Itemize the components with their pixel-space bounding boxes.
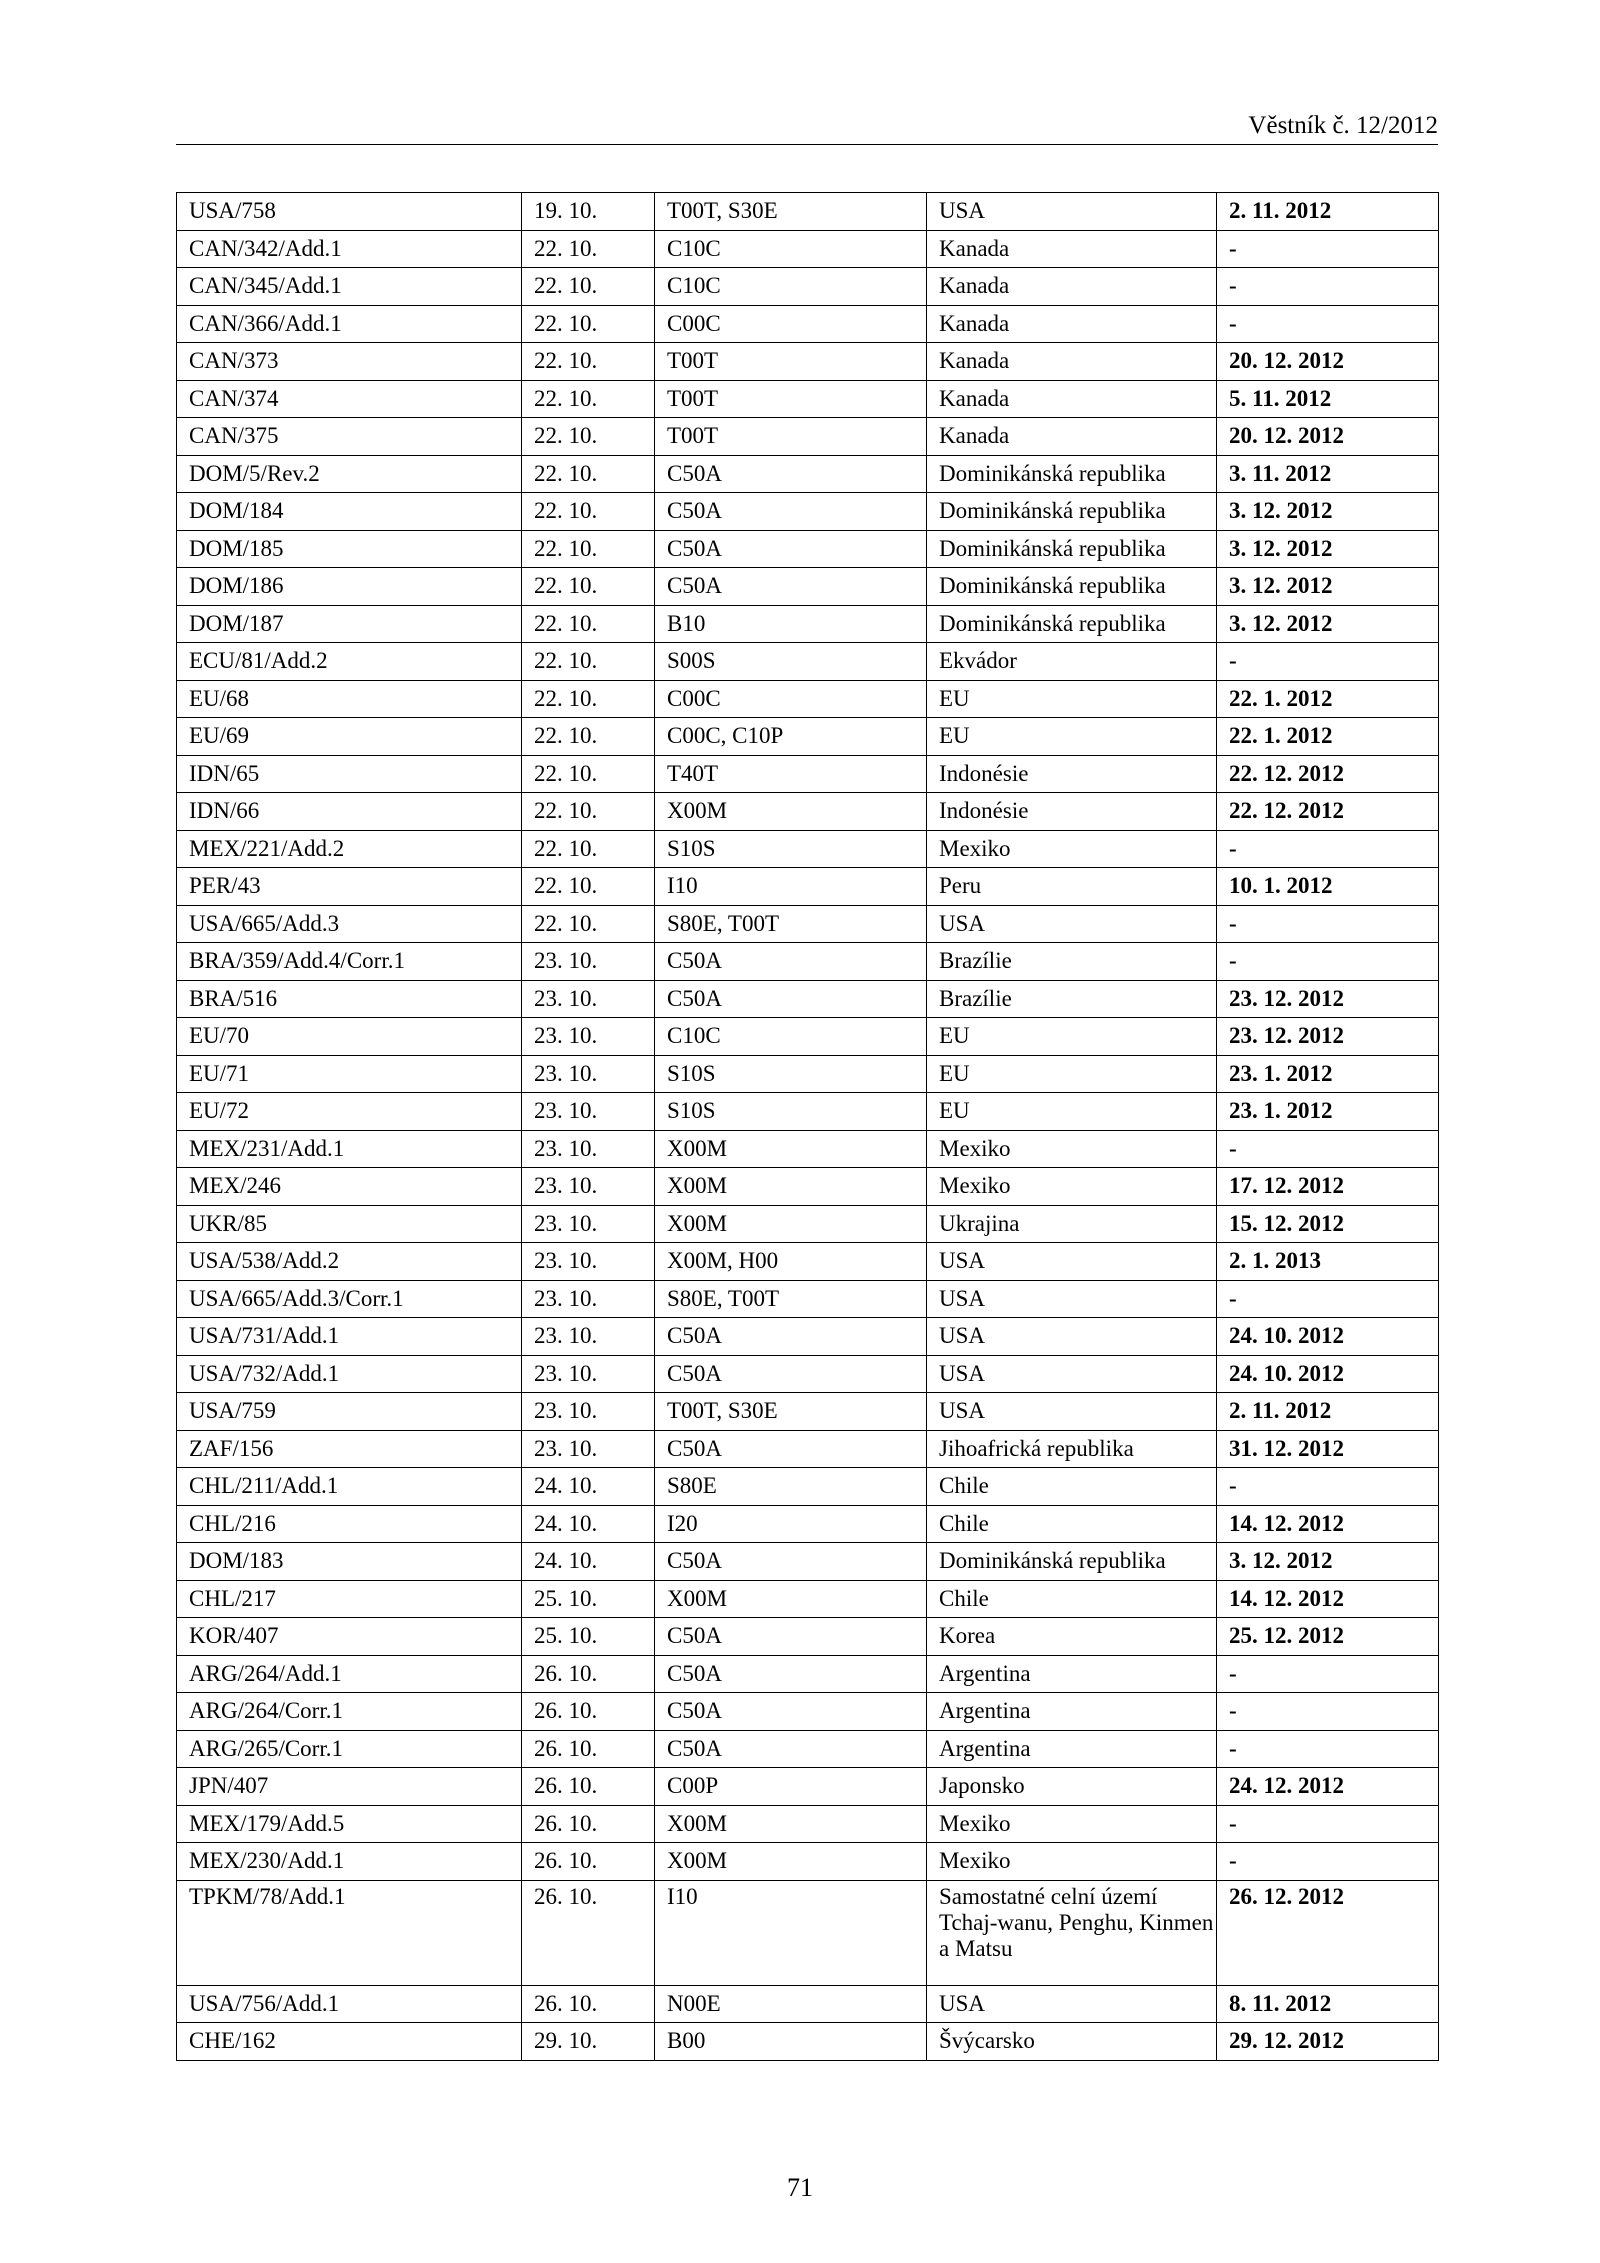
cell-date: 22. 10.: [522, 343, 655, 381]
cell-date: 22. 10.: [522, 605, 655, 643]
cell-country: Kanada: [927, 230, 1217, 268]
cell-symbol: MEX/179/Add.5: [177, 1805, 522, 1843]
table-row: [177, 268, 1439, 306]
cell-codes: S80E: [655, 1468, 927, 1506]
cell-deadline: 2. 11. 2012: [1217, 1393, 1439, 1431]
cell-codes: S80E, T00T: [655, 1280, 927, 1318]
cell-deadline: 2. 11. 2012: [1217, 193, 1439, 231]
cell-codes: C50A: [655, 980, 927, 1018]
cell-date: 26. 10.: [522, 1655, 655, 1693]
cell-symbol: USA/538/Add.2: [177, 1243, 522, 1281]
table-row: [177, 2023, 1439, 2061]
cell-symbol: CHL/216: [177, 1505, 522, 1543]
cell-date: 23. 10.: [522, 980, 655, 1018]
cell-country: Indonésie: [927, 755, 1217, 793]
cell-date: 23. 10.: [522, 1280, 655, 1318]
table-row: [177, 1018, 1439, 1056]
cell-country: EU: [927, 718, 1217, 756]
cell-symbol: EU/69: [177, 718, 522, 756]
cell-date: 22. 10.: [522, 868, 655, 906]
cell-date: 24. 10.: [522, 1505, 655, 1543]
cell-codes: C50A: [655, 455, 927, 493]
table-row: [177, 1693, 1439, 1731]
cell-symbol: CAN/345/Add.1: [177, 268, 522, 306]
cell-codes: C50A: [655, 1693, 927, 1731]
table-row: [177, 1730, 1439, 1768]
cell-codes: T00T: [655, 380, 927, 418]
table-row: [177, 1243, 1439, 1281]
cell-country: Mexiko: [927, 1168, 1217, 1206]
cell-date: 23. 10.: [522, 1093, 655, 1131]
cell-symbol: EU/71: [177, 1055, 522, 1093]
cell-date: 26. 10.: [522, 1730, 655, 1768]
cell-deadline: 23. 1. 2012: [1217, 1093, 1439, 1131]
cell-date: 22. 10.: [522, 793, 655, 831]
cell-country: Korea: [927, 1618, 1217, 1656]
cell-deadline: 25. 12. 2012: [1217, 1618, 1439, 1656]
cell-deadline: 23. 1. 2012: [1217, 1055, 1439, 1093]
cell-codes: C50A: [655, 568, 927, 606]
table-row: [177, 1168, 1439, 1206]
cell-country: Ekvádor: [927, 643, 1217, 681]
cell-deadline: 14. 12. 2012: [1217, 1505, 1439, 1543]
cell-codes: I10: [655, 868, 927, 906]
cell-country: Dominikánská republika: [927, 568, 1217, 606]
cell-deadline: -: [1217, 830, 1439, 868]
cell-symbol: ZAF/156: [177, 1430, 522, 1468]
cell-country: Chile: [927, 1580, 1217, 1618]
cell-codes: C50A: [655, 1543, 927, 1581]
cell-deadline: -: [1217, 1468, 1439, 1506]
cell-symbol: DOM/184: [177, 493, 522, 531]
cell-codes: I10: [655, 1880, 927, 1985]
table-row: [177, 980, 1439, 1018]
cell-codes: C50A: [655, 1730, 927, 1768]
notifications-table-body: [177, 193, 1439, 2061]
cell-country: Dominikánská republika: [927, 455, 1217, 493]
cell-country: Dominikánská republika: [927, 530, 1217, 568]
cell-country: Kanada: [927, 268, 1217, 306]
cell-country: EU: [927, 1055, 1217, 1093]
cell-deadline: 24. 12. 2012: [1217, 1768, 1439, 1806]
table-row: [177, 418, 1439, 456]
cell-date: 22. 10.: [522, 230, 655, 268]
table-row: [177, 568, 1439, 606]
table-row: [177, 643, 1439, 681]
cell-country: Kanada: [927, 305, 1217, 343]
cell-country: Chile: [927, 1505, 1217, 1543]
cell-country: USA: [927, 1318, 1217, 1356]
table-row: [177, 1843, 1439, 1881]
table-row: [177, 530, 1439, 568]
cell-country-text: Samostatné celní území Tchaj-wanu, Penghu, Kinmen a Matsu: [939, 1883, 1214, 1961]
cell-deadline: 3. 12. 2012: [1217, 530, 1439, 568]
cell-symbol: CAN/366/Add.1: [177, 305, 522, 343]
cell-codes: X00M: [655, 1805, 927, 1843]
cell-codes: T00T, S30E: [655, 193, 927, 231]
table-row: [177, 605, 1439, 643]
table-row: [177, 1055, 1439, 1093]
cell-codes: T00T: [655, 343, 927, 381]
cell-country: Brazílie: [927, 980, 1217, 1018]
cell-symbol: USA/758: [177, 193, 522, 231]
table-row: [177, 1205, 1439, 1243]
cell-country: Indonésie: [927, 793, 1217, 831]
cell-codes: C50A: [655, 493, 927, 531]
cell-deadline: 23. 12. 2012: [1217, 980, 1439, 1018]
page-header: [176, 112, 1438, 145]
cell-codes: X00M, H00: [655, 1243, 927, 1281]
cell-codes: S80E, T00T: [655, 905, 927, 943]
cell-date: 26. 10.: [522, 1985, 655, 2023]
cell-symbol: KOR/407: [177, 1618, 522, 1656]
cell-deadline: 10. 1. 2012: [1217, 868, 1439, 906]
cell-codes: C50A: [655, 1355, 927, 1393]
cell-country: USA: [927, 905, 1217, 943]
cell-codes: X00M: [655, 1843, 927, 1881]
cell-date: 22. 10.: [522, 830, 655, 868]
table-row: [177, 230, 1439, 268]
cell-deadline: -: [1217, 943, 1439, 981]
cell-country: USA: [927, 1985, 1217, 2023]
cell-country: Mexiko: [927, 830, 1217, 868]
cell-date: 22. 10.: [522, 455, 655, 493]
cell-symbol: DOM/187: [177, 605, 522, 643]
table-row: [177, 1393, 1439, 1431]
cell-deadline: -: [1217, 1655, 1439, 1693]
cell-date: 24. 10.: [522, 1468, 655, 1506]
cell-symbol: DOM/183: [177, 1543, 522, 1581]
cell-codes: X00M: [655, 1205, 927, 1243]
cell-deadline: 3. 12. 2012: [1217, 1543, 1439, 1581]
cell-codes: N00E: [655, 1985, 927, 2023]
cell-codes: C10C: [655, 230, 927, 268]
cell-codes: C50A: [655, 530, 927, 568]
cell-deadline: -: [1217, 230, 1439, 268]
cell-deadline: 22. 12. 2012: [1217, 793, 1439, 831]
cell-country: Dominikánská republika: [927, 493, 1217, 531]
cell-deadline: 3. 12. 2012: [1217, 493, 1439, 531]
table-row: [177, 1580, 1439, 1618]
cell-symbol: USA/665/Add.3: [177, 905, 522, 943]
cell-country: EU: [927, 1093, 1217, 1131]
cell-deadline: -: [1217, 905, 1439, 943]
cell-date: 23. 10.: [522, 1355, 655, 1393]
cell-date: 24. 10.: [522, 1543, 655, 1581]
table-row: [177, 1318, 1439, 1356]
cell-deadline: 3. 12. 2012: [1217, 605, 1439, 643]
cell-country: EU: [927, 680, 1217, 718]
table-row: [177, 680, 1439, 718]
table-row: [177, 1505, 1439, 1543]
table-row: [177, 1430, 1439, 1468]
cell-country: Kanada: [927, 343, 1217, 381]
cell-deadline: 24. 10. 2012: [1217, 1355, 1439, 1393]
cell-symbol: ARG/264/Add.1: [177, 1655, 522, 1693]
table-row: [177, 380, 1439, 418]
bulletin-title: Věstník č. 12/2012: [1248, 112, 1438, 139]
cell-symbol: CAN/373: [177, 343, 522, 381]
cell-codes: T40T: [655, 755, 927, 793]
cell-date: 22. 10.: [522, 305, 655, 343]
cell-country: Brazílie: [927, 943, 1217, 981]
table-row: [177, 868, 1439, 906]
table-row: [177, 493, 1439, 531]
cell-deadline: 23. 12. 2012: [1217, 1018, 1439, 1056]
cell-date: 23. 10.: [522, 1168, 655, 1206]
cell-date: 22. 10.: [522, 380, 655, 418]
table-row: [177, 943, 1439, 981]
cell-country: Argentina: [927, 1693, 1217, 1731]
cell-codes: C10C: [655, 268, 927, 306]
cell-codes: S10S: [655, 830, 927, 868]
table-row: [177, 1468, 1439, 1506]
cell-date: 23. 10.: [522, 1430, 655, 1468]
cell-deadline: 22. 12. 2012: [1217, 755, 1439, 793]
cell-symbol: ARG/265/Corr.1: [177, 1730, 522, 1768]
cell-date: 26. 10.: [522, 1768, 655, 1806]
cell-date: 25. 10.: [522, 1580, 655, 1618]
cell-date: 26. 10.: [522, 1805, 655, 1843]
cell-codes: X00M: [655, 1580, 927, 1618]
cell-country: EU: [927, 1018, 1217, 1056]
cell-codes: B10: [655, 605, 927, 643]
cell-symbol: USA/756/Add.1: [177, 1985, 522, 2023]
cell-symbol: ARG/264/Corr.1: [177, 1693, 522, 1731]
cell-codes: C50A: [655, 1430, 927, 1468]
cell-symbol: EU/70: [177, 1018, 522, 1056]
table-row: [177, 755, 1439, 793]
cell-symbol: USA/732/Add.1: [177, 1355, 522, 1393]
cell-country: Dominikánská republika: [927, 1543, 1217, 1581]
cell-symbol: USA/665/Add.3/Corr.1: [177, 1280, 522, 1318]
cell-symbol: MEX/230/Add.1: [177, 1843, 522, 1881]
table-row: [177, 1768, 1439, 1806]
cell-country: USA: [927, 193, 1217, 231]
cell-deadline: -: [1217, 1693, 1439, 1731]
cell-date: 22. 10.: [522, 568, 655, 606]
cell-codes: B00: [655, 2023, 927, 2061]
cell-deadline: 20. 12. 2012: [1217, 343, 1439, 381]
cell-codes: T00T, S30E: [655, 1393, 927, 1431]
table-row: [177, 343, 1439, 381]
cell-date: 22. 10.: [522, 418, 655, 456]
cell-codes: C10C: [655, 1018, 927, 1056]
cell-codes: I20: [655, 1505, 927, 1543]
table-row: [177, 1618, 1439, 1656]
cell-date: 29. 10.: [522, 2023, 655, 2061]
cell-codes: S10S: [655, 1093, 927, 1131]
cell-deadline: 17. 12. 2012: [1217, 1168, 1439, 1206]
cell-deadline: 24. 10. 2012: [1217, 1318, 1439, 1356]
cell-symbol: TPKM/78/Add.1: [177, 1880, 522, 1985]
cell-deadline: 20. 12. 2012: [1217, 418, 1439, 456]
table-row: [177, 718, 1439, 756]
cell-country: USA: [927, 1393, 1217, 1431]
cell-date: 23. 10.: [522, 1055, 655, 1093]
cell-date: 23. 10.: [522, 1018, 655, 1056]
table-row: [177, 305, 1439, 343]
cell-date: 22. 10.: [522, 718, 655, 756]
cell-codes: C00C, C10P: [655, 718, 927, 756]
cell-codes: C50A: [655, 1318, 927, 1356]
cell-country: USA: [927, 1355, 1217, 1393]
cell-deadline: 31. 12. 2012: [1217, 1430, 1439, 1468]
table-row: [177, 1093, 1439, 1131]
cell-deadline: 26. 12. 2012: [1217, 1880, 1439, 1985]
cell-deadline: 22. 1. 2012: [1217, 718, 1439, 756]
cell-country: Mexiko: [927, 1130, 1217, 1168]
cell-codes: S10S: [655, 1055, 927, 1093]
cell-symbol: ECU/81/Add.2: [177, 643, 522, 681]
cell-codes: C50A: [655, 943, 927, 981]
cell-symbol: USA/731/Add.1: [177, 1318, 522, 1356]
cell-deadline: -: [1217, 305, 1439, 343]
cell-date: 22. 10.: [522, 905, 655, 943]
cell-codes: X00M: [655, 793, 927, 831]
table-row: [177, 1985, 1439, 2023]
cell-country: Švýcarsko: [927, 2023, 1217, 2061]
table-row: [177, 830, 1439, 868]
cell-date: 26. 10.: [522, 1693, 655, 1731]
cell-symbol: CHE/162: [177, 2023, 522, 2061]
cell-symbol: CHL/211/Add.1: [177, 1468, 522, 1506]
page-number: 71: [787, 2173, 813, 2202]
cell-date: 22. 10.: [522, 493, 655, 531]
table-row: [177, 193, 1439, 231]
cell-deadline: -: [1217, 268, 1439, 306]
cell-date: 26. 10.: [522, 1880, 655, 1985]
cell-deadline: 15. 12. 2012: [1217, 1205, 1439, 1243]
cell-deadline: -: [1217, 1280, 1439, 1318]
cell-country: Chile: [927, 1468, 1217, 1506]
cell-date: 23. 10.: [522, 1393, 655, 1431]
cell-codes: C00P: [655, 1768, 927, 1806]
cell-symbol: IDN/66: [177, 793, 522, 831]
cell-deadline: 3. 11. 2012: [1217, 455, 1439, 493]
cell-country: USA: [927, 1243, 1217, 1281]
cell-country: USA: [927, 1280, 1217, 1318]
cell-symbol: JPN/407: [177, 1768, 522, 1806]
cell-country: Dominikánská republika: [927, 605, 1217, 643]
cell-symbol: EU/72: [177, 1093, 522, 1131]
cell-deadline: -: [1217, 643, 1439, 681]
cell-country: [927, 1880, 1217, 1985]
cell-date: 25. 10.: [522, 1618, 655, 1656]
cell-date: 23. 10.: [522, 943, 655, 981]
table-row: [177, 455, 1439, 493]
cell-symbol: DOM/186: [177, 568, 522, 606]
cell-date: 22. 10.: [522, 643, 655, 681]
table-row: [177, 1880, 1439, 1985]
cell-date: 22. 10.: [522, 680, 655, 718]
cell-symbol: UKR/85: [177, 1205, 522, 1243]
table-row: [177, 1355, 1439, 1393]
cell-country: Mexiko: [927, 1843, 1217, 1881]
cell-date: 23. 10.: [522, 1318, 655, 1356]
cell-date: 26. 10.: [522, 1843, 655, 1881]
cell-symbol: MEX/246: [177, 1168, 522, 1206]
table-row: [177, 1655, 1439, 1693]
cell-country: Ukrajina: [927, 1205, 1217, 1243]
cell-date: 22. 10.: [522, 530, 655, 568]
cell-date: 22. 10.: [522, 755, 655, 793]
cell-symbol: CAN/342/Add.1: [177, 230, 522, 268]
cell-symbol: BRA/359/Add.4/Corr.1: [177, 943, 522, 981]
cell-codes: C50A: [655, 1655, 927, 1693]
cell-symbol: CAN/374: [177, 380, 522, 418]
cell-symbol: PER/43: [177, 868, 522, 906]
table-row: [177, 1805, 1439, 1843]
cell-codes: C00C: [655, 680, 927, 718]
cell-country: Japonsko: [927, 1768, 1217, 1806]
cell-symbol: USA/759: [177, 1393, 522, 1431]
cell-symbol: DOM/185: [177, 530, 522, 568]
cell-symbol: EU/68: [177, 680, 522, 718]
cell-deadline: -: [1217, 1130, 1439, 1168]
table-row: [177, 1280, 1439, 1318]
cell-symbol: DOM/5/Rev.2: [177, 455, 522, 493]
cell-codes: X00M: [655, 1168, 927, 1206]
table-row: [177, 1543, 1439, 1581]
cell-deadline: 5. 11. 2012: [1217, 380, 1439, 418]
table-row: [177, 1130, 1439, 1168]
cell-deadline: 29. 12. 2012: [1217, 2023, 1439, 2061]
notifications-table: [176, 192, 1439, 2061]
cell-date: 22. 10.: [522, 268, 655, 306]
cell-country: Kanada: [927, 418, 1217, 456]
cell-deadline: 2. 1. 2013: [1217, 1243, 1439, 1281]
cell-country: Argentina: [927, 1730, 1217, 1768]
cell-symbol: MEX/231/Add.1: [177, 1130, 522, 1168]
cell-deadline: -: [1217, 1843, 1439, 1881]
cell-date: 23. 10.: [522, 1243, 655, 1281]
cell-country: Argentina: [927, 1655, 1217, 1693]
cell-symbol: IDN/65: [177, 755, 522, 793]
cell-codes: S00S: [655, 643, 927, 681]
cell-country: Jihoafrická republika: [927, 1430, 1217, 1468]
cell-symbol: CAN/375: [177, 418, 522, 456]
table-row: [177, 905, 1439, 943]
table-row: [177, 793, 1439, 831]
cell-codes: C00C: [655, 305, 927, 343]
cell-deadline: 22. 1. 2012: [1217, 680, 1439, 718]
cell-date: 19. 10.: [522, 193, 655, 231]
cell-deadline: 14. 12. 2012: [1217, 1580, 1439, 1618]
cell-date: 23. 10.: [522, 1205, 655, 1243]
cell-codes: C50A: [655, 1618, 927, 1656]
cell-deadline: 8. 11. 2012: [1217, 1985, 1439, 2023]
cell-country: Kanada: [927, 380, 1217, 418]
cell-country: Mexiko: [927, 1805, 1217, 1843]
cell-date: 23. 10.: [522, 1130, 655, 1168]
cell-symbol: BRA/516: [177, 980, 522, 1018]
cell-codes: X00M: [655, 1130, 927, 1168]
cell-symbol: CHL/217: [177, 1580, 522, 1618]
cell-deadline: -: [1217, 1805, 1439, 1843]
cell-codes: T00T: [655, 418, 927, 456]
cell-deadline: -: [1217, 1730, 1439, 1768]
cell-country: Peru: [927, 868, 1217, 906]
cell-symbol: MEX/221/Add.2: [177, 830, 522, 868]
cell-deadline: 3. 12. 2012: [1217, 568, 1439, 606]
